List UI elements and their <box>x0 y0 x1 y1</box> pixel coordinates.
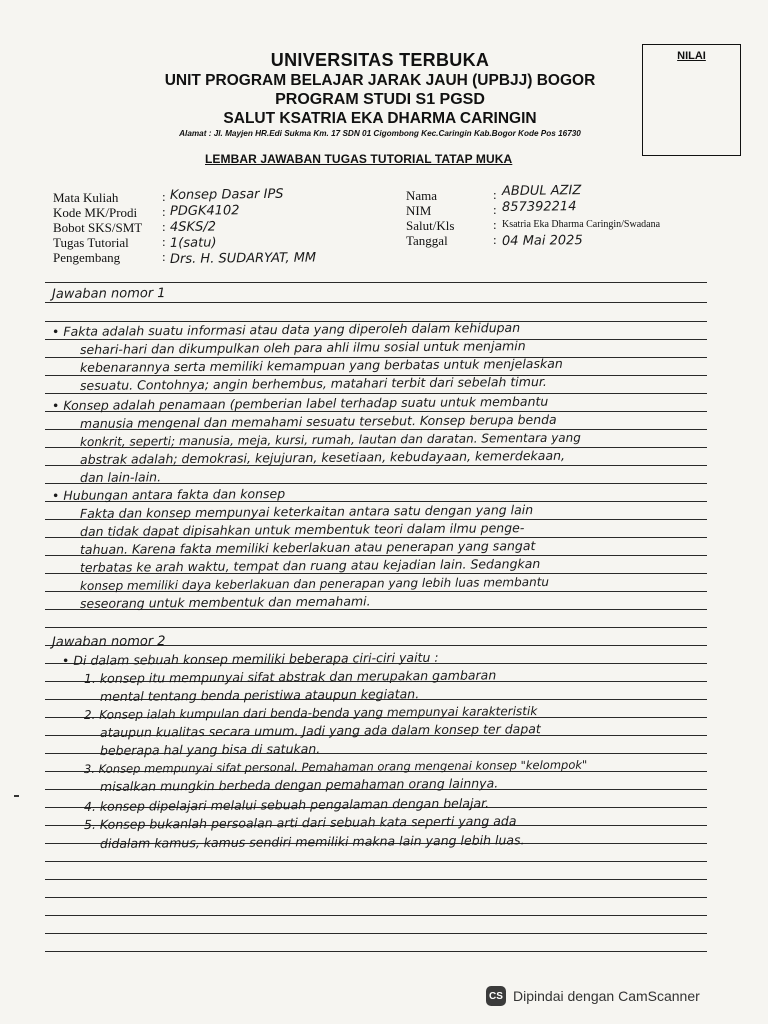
nilai-label: NILAI <box>677 50 706 62</box>
colon: : <box>162 204 166 219</box>
answer-line: Fakta dan konsep mempunyai keterkaitan antara satu dengan yang lain <box>79 502 534 521</box>
answer-line: dan lain-lain. <box>79 469 162 485</box>
answer-line: • Fakta adalah suatu informasi atau data yang diperoleh dalam kehidupan <box>51 319 521 339</box>
answer-line: sesuatu. Contohnya; angin berhembus, matahari terbit dari sebelah timur. <box>79 373 547 393</box>
answer-line: seseorang untuk membentuk dan memahami. <box>79 593 371 611</box>
label-kode-mk: Kode MK/Prodi <box>53 205 138 220</box>
value-tanggal: 04 Mai 2025 <box>501 233 583 249</box>
salut-name: SALUT KSATRIA EKA DHARMA CARINGIN <box>223 110 537 127</box>
answer-line: terbatas ke arah waktu, tempat dan ruang atau kejadian lain. Sedangkan <box>79 555 541 575</box>
value-nim: 857392214 <box>501 199 577 215</box>
answer-line: dan tidak dapat dipisahkan untuk membentuk teori dalam ilmu penge- <box>79 520 525 539</box>
label-tanggal: Tanggal <box>406 233 448 248</box>
value-kode-mk: PDGK4102 <box>169 203 240 219</box>
answer-line: • Konsep adalah penamaan (pemberian label terhadap suatu untuk membantu <box>51 393 549 413</box>
answer-line: beberapa hal yang bisa di satukan. <box>99 741 321 758</box>
value-bobot-sks: 4SKS/2 <box>169 219 217 235</box>
heading-jawaban-2: Jawaban nomor 2 <box>51 634 166 650</box>
camscanner-icon: CS <box>486 986 506 1006</box>
colon: : <box>493 217 497 232</box>
answer-line: 2. Konsep ialah kumpulan dari benda-benda yang mempunyai karakteristik <box>83 704 538 722</box>
value-salut-kls: Ksatria Eka Dharma Caringin/Swadana <box>502 219 661 230</box>
header <box>130 50 630 140</box>
answer-line: • Di dalam sebuah konsep memiliki beberapa ciri-ciri yaitu : <box>61 649 439 668</box>
label-salut-kls: Salut/Kls <box>406 218 455 233</box>
address: Alamat : Jl. Mayjen HR.Edi Sukma Km. 17 SDN 01 Cigombong Kec.Caringin Kab.Bogor Kode Pos 16730 <box>179 129 581 138</box>
colon: : <box>162 249 166 264</box>
label-nim: NIM <box>406 203 432 218</box>
answer-line: kebenarannya serta memiliki kemampuan yang berbatas untuk menjelaskan <box>79 355 563 375</box>
colon: : <box>493 232 497 247</box>
nilai-box <box>642 44 741 156</box>
colon: : <box>493 202 497 217</box>
value-nama: ABDUL AZIZ <box>501 183 582 199</box>
label-mata-kuliah: Mata Kuliah <box>53 190 119 205</box>
label-pengembang: Pengembang <box>53 250 121 265</box>
label-bobot-sks: Bobot SKS/SMT <box>53 220 143 235</box>
unit-name: UNIT PROGRAM BELAJAR JARAK JAUH (UPBJJ) BOGOR <box>164 72 596 89</box>
answer-line: sehari-hari dan dikumpulkan oleh para ahli ilmu sosial untuk menjamin <box>79 338 526 357</box>
answer-line: • Hubungan antara fakta dan konsep <box>51 485 286 503</box>
form-title: LEMBAR JAWABAN TUGAS TUTORIAL TATAP MUKA <box>205 152 513 166</box>
answer-line: mental tentang benda peristiwa ataupun kegiatan. <box>99 686 420 704</box>
value-pengembang: Drs. H. SUDARYAT, MM <box>169 250 317 267</box>
camscanner-badge <box>486 986 700 1006</box>
colon: : <box>162 189 166 204</box>
answer-line: konkrit, seperti; manusia, meja, kursi, rumah, lautan dan daratan. Sementara yang <box>79 430 581 449</box>
answer-line: misalkan mungkin berbeda dengan pemahaman orang lainnya. <box>99 775 499 794</box>
label-nama: Nama <box>406 188 438 203</box>
university-name: UNIVERSITAS TERBUKA <box>270 50 490 70</box>
stray-pen-mark <box>14 795 19 797</box>
answer-line: abstrak adalah; demokrasi, kejujuran, kesetiaan, kebudayaan, kemerdekaan, <box>79 447 566 467</box>
answer-line: tahuan. Karena fakta memiliki keberlakuan atau penerapan yang sangat <box>79 538 536 557</box>
answer-line: 1. konsep itu mempunyai sifat abstrak dan merupakan gambaran <box>83 667 497 686</box>
program-name: PROGRAM STUDI S1 PGSD <box>275 91 485 108</box>
answer-line: didalam kamus, kamus sendiri memiliki makna lain yang lebih luas. <box>99 832 525 851</box>
answer-line: manusia mengenal dan memahami sesuatu tersebut. Konsep berupa benda <box>79 411 557 431</box>
answer-line: 5. Konsep bukanlah persoalan arti dari sebuah kata seperti yang ada <box>83 813 517 832</box>
colon: : <box>493 187 497 202</box>
colon: : <box>162 234 166 249</box>
value-mata-kuliah: Konsep Dasar IPS <box>169 186 284 203</box>
heading-jawaban-1: Jawaban nomor 1 <box>51 286 166 302</box>
answer-line: 3. Konsep mempunyai sifat personal. Pemahaman orang mengenai konsep "kelompok" <box>83 757 588 776</box>
value-tugas-tutorial: 1(satu) <box>169 235 217 251</box>
colon: : <box>162 219 166 234</box>
answer-line: ataupun kualitas secara umum. Jadi yang ada dalam konsep ter dapat <box>99 721 541 740</box>
answer-line: konsep memiliki daya keberlakuan dan penerapan yang lebih luas membantu <box>79 574 550 593</box>
label-tugas-tutorial: Tugas Tutorial <box>53 235 129 250</box>
answer-line: 4. konsep dipelajari melalui sebuah pengalaman dengan belajar. <box>83 795 490 814</box>
camscanner-text: Dipindai dengan CamScanner <box>513 988 700 1004</box>
